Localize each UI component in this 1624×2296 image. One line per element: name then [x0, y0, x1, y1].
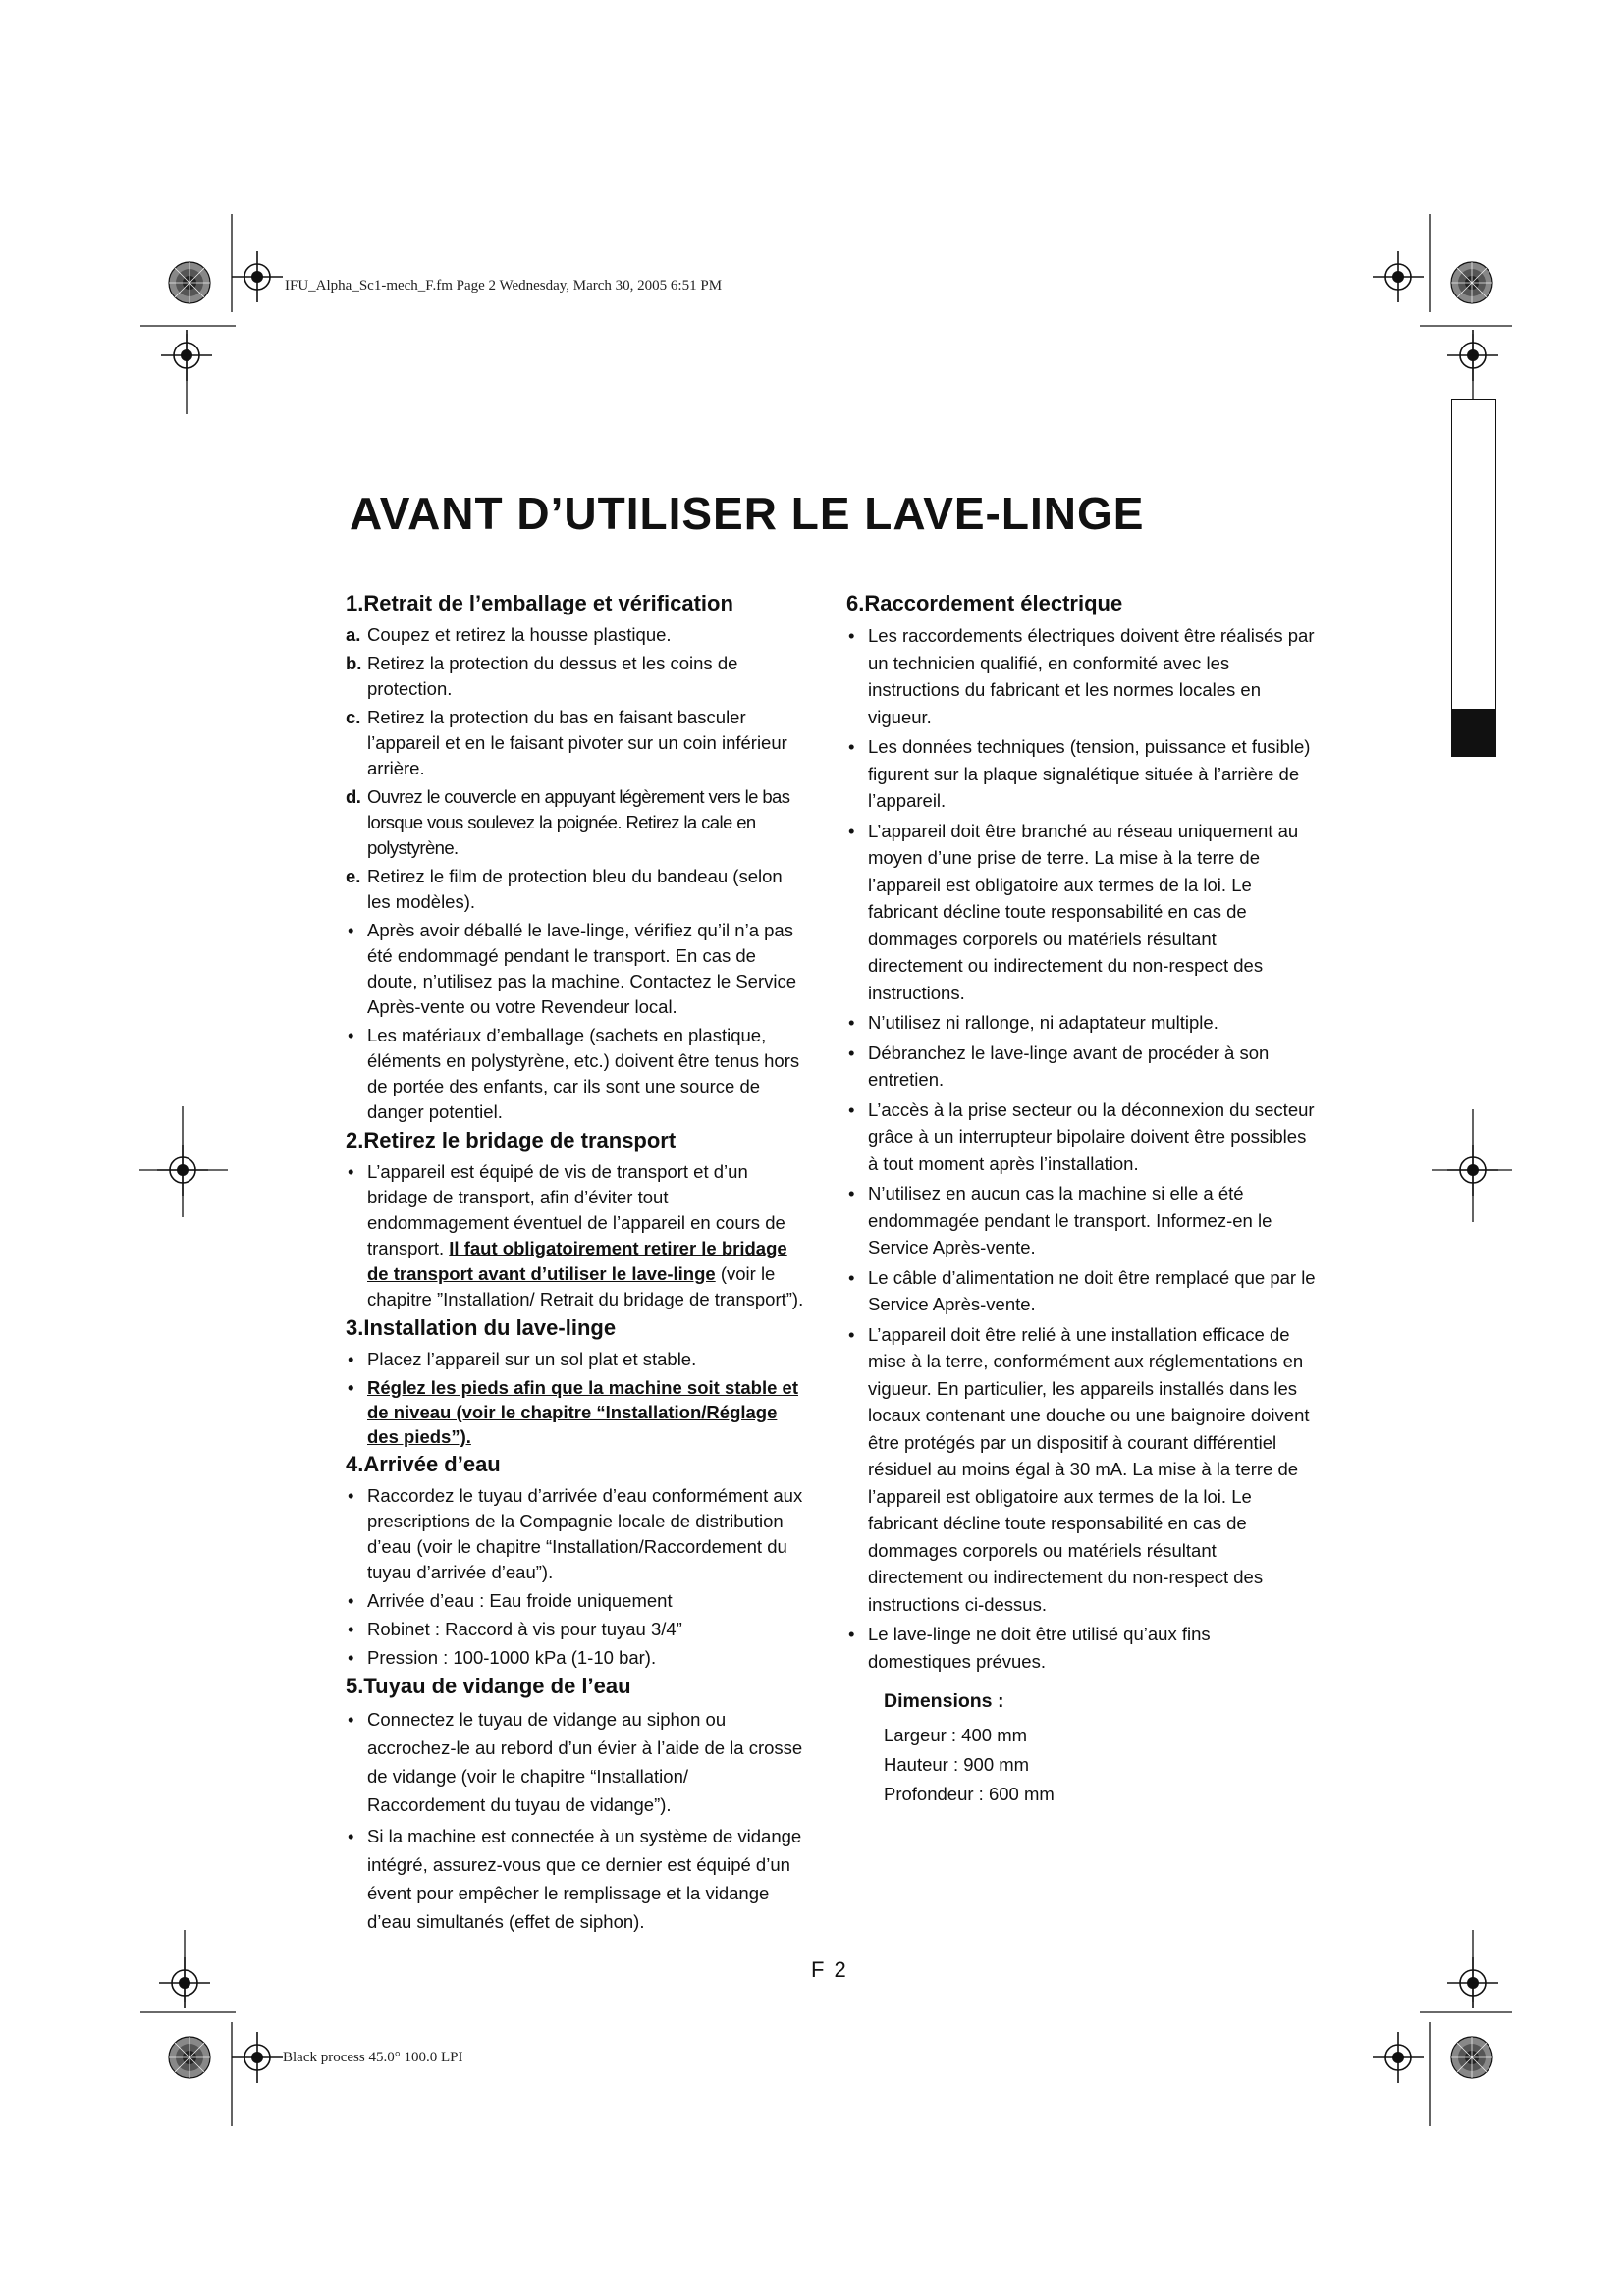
list-item: • L’appareil doit être branché au réseau uniquement au moyen d’une prise de terre. La mise à la terre de l’appareil est obligatoire aux termes de la loi. Le fabricant décline toute responsabilité en cas de dommages corporels ou matériels résultant directement ou indirectement du non-respect des instructions. [846, 818, 1316, 1007]
section-water-inlet [346, 1452, 809, 1671]
section-heading: 6.Raccordement électrique [846, 591, 1123, 615]
list-item-emphasis: • Réglez les pieds afin que la machine soit stable et de niveau (voir le chapitre “Installation/Réglage des pieds”). [346, 1375, 809, 1449]
section-transport-lock [346, 1128, 809, 1312]
list-item: • Après avoir déballé le lave-linge, vérifiez qu’il n’a pas été endommagé pendant le transport. En cas de doute, n’utilisez pas la machine. Contactez le Service Après-vente ou votre Revendeur local. [346, 918, 809, 1020]
section-heading: 3.Installation du lave-linge [346, 1315, 617, 1340]
list-item: • L’accès à la prise secteur ou la déconnexion du secteur grâce à un interrupteur bipolaire doivent être possibles à tout moment après l’installation. [846, 1096, 1316, 1178]
list-item: b. Retirez la protection du dessus et les coins de protection. [346, 653, 738, 699]
dimension-width: Largeur : 400 mm [884, 1725, 1028, 1745]
list-item: e. Retirez le film de protection bleu du bandeau (selon les modèles). [346, 866, 783, 912]
section-heading: 5.Tuyau de vidange de l’eau [346, 1674, 631, 1698]
list-item: • Les données techniques (tension, puissance et fusible) figurent sur la plaque signalétique située à l’arrière de l’appareil. [846, 733, 1316, 815]
print-slug-header: IFU_Alpha_Sc1-mech_F.fm Page 2 Wednesday, March 30, 2005 6:51 PM [285, 278, 723, 294]
list-item: • Le câble d’alimentation ne doit être remplacé que par le Service Après-vente. [846, 1264, 1316, 1318]
side-tab-marker [1451, 399, 1496, 757]
list-item: • Arrivée d’eau : Eau froide uniquement [346, 1588, 809, 1614]
list-item: • Si la machine est connectée à un système de vidange intégré, assurez-vous que ce dernier est équipé d’un évent pour empêcher le remplissage et la vidange d’eau simultanés (effet de siphon). [346, 1822, 809, 1936]
list-item: • Placez l’appareil sur un sol plat et stable. [346, 1347, 809, 1372]
list-item: • Robinet : Raccord à vis pour tuyau 3/4” [346, 1617, 809, 1642]
section-heading: 1.Retrait de l’emballage et vérification [346, 591, 733, 615]
list-item: • Les raccordements électriques doivent être réalisés par un technicien qualifié, en conformité avec les instructions du fabricant et les normes locales en vigueur. [846, 622, 1316, 730]
section-heading: 2.Retirez le bridage de transport [346, 1128, 677, 1152]
warning-emphasis: Il faut obligatoirement retirer le bridage de transport avant d’utiliser le lave-linge [367, 1238, 787, 1284]
section-installation [346, 1315, 809, 1449]
list-item: c. Retirez la protection du bas en faisant basculer l’appareil et en le faisant pivoter sur un coin inférieur arrière. [346, 707, 787, 778]
page-title: AVANT D’UTILISER LE LAVE-LINGE [350, 488, 1145, 539]
list-item: • L’appareil doit être relié à une installation efficace de mise à la terre, conformément aux réglementations en vigueur. En particulier, les appareils installés dans les locaux contenant une douche ou une baignoire doivent être protégés par un dispositif à courant différentiel résiduel au moins égal à 30 mA. La mise à la terre de l’appareil est obligatoire aux termes de la loi. Le fabricant décline toute responsabilité en cas de dommages corporels ou matériels résultant directement ou indirectement du non-respect des instructions ci-dessus. [846, 1321, 1316, 1619]
list-item: • N’utilisez ni rallonge, ni adaptateur multiple. [846, 1009, 1316, 1037]
list-item: • Débranchez le lave-linge avant de procéder à son entretien. [846, 1040, 1316, 1094]
dimension-depth: Profondeur : 600 mm [884, 1784, 1055, 1804]
list-item: a. Coupez et retirez la housse plastique. [346, 624, 672, 645]
section-heading: 4.Arrivée d’eau [346, 1452, 501, 1476]
print-slug-footer: Black process 45.0° 100.0 LPI [283, 2050, 463, 2065]
list-item: • Les matériaux d’emballage (sachets en plastique, éléments en polystyrène, etc.) doivent être tenus hors de portée des enfants, car ils sont une source de danger potentiel. [346, 1023, 809, 1125]
section-electrical [846, 591, 1316, 1675]
page-number: F 2 [811, 1957, 848, 1982]
list-item: • Le lave-linge ne doit être utilisé qu’aux fins domestiques prévues. [846, 1621, 1316, 1675]
left-column [346, 591, 809, 1939]
list-item: • Connectez le tuyau de vidange au siphon ou accrochez-le au rebord d’un évier à l’aide de la crosse de vidange (voir le chapitre “Installation/ Raccordement du tuyau de vidange”). [346, 1705, 809, 1819]
list-item: d. Ouvrez le couvercle en appuyant légèrement vers le bas lorsque vous soulevez la poignée. Retirez la cale en polystyrène. [346, 786, 790, 858]
right-column [846, 591, 1316, 1809]
list-item: • N’utilisez en aucun cas la machine si elle a été endommagée pendant le transport. Informez-en le Service Après-vente. [846, 1180, 1316, 1261]
list-item: • Raccordez le tuyau d’arrivée d’eau conformément aux prescriptions de la Compagnie locale de distribution d’eau (voir le chapitre “Installation/Raccordement du tuyau d’arrivée d’eau”). [346, 1483, 809, 1585]
dimensions-heading: Dimensions : [884, 1690, 1004, 1712]
list-item: • L’appareil est équipé de vis de transport et d’un bridage de transport, afin d’éviter tout endommagement éventuel de l’appareil en cours de transport. Il faut obligatoirement retirer le bridage de transport avant d’utiliser le lave-linge (voir le chapitre ”Installation/ Retrait du bridage de transport”). [346, 1159, 809, 1312]
dimensions-block [884, 1690, 1316, 1809]
section-unpacking [346, 591, 809, 1125]
dimension-height: Hauteur : 900 mm [884, 1754, 1030, 1775]
section-drain-hose [346, 1674, 809, 1936]
list-item: • Pression : 100-1000 kPa (1-10 bar). [346, 1645, 809, 1671]
